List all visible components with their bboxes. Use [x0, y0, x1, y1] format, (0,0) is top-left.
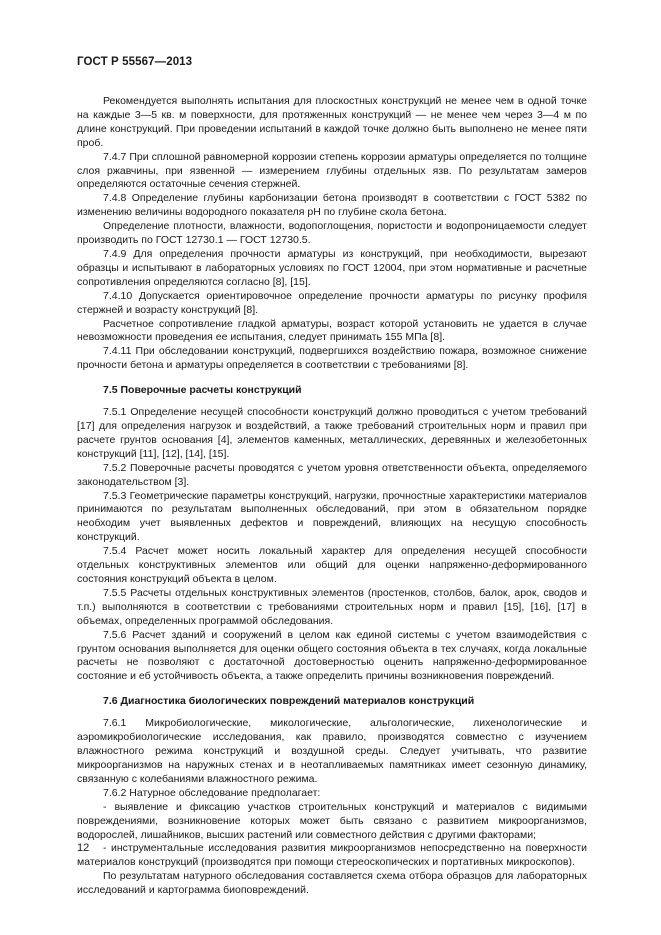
section-heading-7-6: 7.6 Диагностика биологических повреждений материалов конструкций — [103, 695, 475, 708]
paragraph: По результатам натурного обследования составляется схема отбора образцов для лабораторных исследований и картограмма биоповреждений. — [77, 870, 587, 897]
paragraph-7-4-7: 7.4.7 При сплошной равномерной коррозии степень коррозии арматуры определяется по толщине слоя ржавчины, при язвенной — измерением глубины отдельных язв. По результатам замеров определяются остаточные сечения стержней. — [77, 150, 587, 191]
document-body — [77, 95, 587, 898]
paragraph-7-4-11: 7.4.11 При обследовании конструкций, подвергшихся воздействию пожара, возможное снижение прочности бетона и арматуры определяется в соответствии с требованиями [8]. — [77, 345, 587, 372]
page-number: 12 — [77, 842, 90, 854]
section-heading-7-5: 7.5 Поверочные расчеты конструкций — [103, 384, 302, 397]
paragraph-7-6-2: 7.6.2 Натурное обследование предполагает: — [103, 786, 321, 799]
list-item: - выявление и фиксацию участков строительных конструкций и материалов с видимыми повреждениями, возникновение которых может быть связано с развитием микроорганизмов, водорослей, лишайников, высших растений или совместного действия с другими факторами; — [77, 800, 587, 841]
paragraph-7-5-4: 7.5.4 Расчет может носить локальный характер для определения несущей способности отдельных конструктивных элементов или общий для оценки напряженно-деформированного состояния конструкций объекта в целом. — [77, 545, 587, 585]
paragraph-7-6-1: 7.6.1 Микробиологические, микологические, альгологические, лихенологические и аэромикробиологические исследования, как правило, производятся совместно с изучением влажностного режима конструкций и воздушной среды. Следует учитывать, что развитие микроорганизмов на наружных стенах и в неотапливаемых памятниках имеет сезонную динамику, связанную с колебаниями влажностного режима. — [77, 717, 587, 785]
paragraph-7-5-1: 7.5.1 Определение несущей способности конструкций должно проводиться с учетом требований [17] для определения нагрузок и воздействий, а также требований строительных норм и правил при расчете грунтов основания [4], элементов каменных, металлических, деревянных и железобетонных конструкций [11], [12], [14], [15]. — [77, 406, 587, 460]
paragraph-7-4-10: 7.4.10 Допускается ориентировочное определение прочности арматуры по рисунку профиля стержней и возрасту конструкций [8]. — [77, 289, 587, 316]
paragraph: Рекомендуется выполнять испытания для плоскостных конструкций не менее чем в одной точке на каждые 3—5 кв. м поверхности, для протяженных конструкций — не менее чем через 3—4 м по длине конструкций. При проведении испытаний в каждой точке должно быть выполнено не менее пяти проб. — [77, 95, 587, 149]
paragraph: Определение плотности, влажности, водопоглощения, пористости и водопроницаемости следует производить по ГОСТ 12730.1 — ГОСТ 12730.5. — [77, 220, 587, 247]
paragraph-7-4-8: 7.4.8 Определение глубины карбонизации бетона производят в соответствии с ГОСТ 5382 по изменению величины водородного показателя pH по глубине скола бетона. — [77, 192, 587, 219]
list-item: - инструментальные исследования развития микроорганизмов непосредственно на поверхности материалов конструкций (производятся при помощи стереоскопических и портативных микроскопов). — [77, 842, 587, 869]
paragraph-7-5-3: 7.5.3 Геометрические параметры конструкций, нагрузки, прочностные характеристики материалов принимаются по результатам выполненных обследований, при этом в обязательном порядке необходим учет выявленных дефектов и повреждений, влияющих на несущую способность конструкций. — [77, 489, 587, 544]
paragraph: Расчетное сопротивление гладкой арматуры, возраст которой установить не удается в случае невозможности проведения ее испытания, следует принимать 155 МПа [8]. — [77, 317, 587, 344]
paragraph-7-5-5: 7.5.5 Расчеты отдельных конструктивных элементов (простенков, столбов, балок, арок, сводов и т.п.) выполняются в соответствии с требованиями строительных норм и правил [15], [16], [17] в объемах, определенных программой обследования. — [77, 586, 587, 627]
paragraph-7-5-2: 7.5.2 Поверочные расчеты проводятся с учетом уровня ответственности объекта, определяемого законодательством [3]. — [77, 461, 587, 488]
standard-header: ГОСТ Р 55567—2013 — [77, 56, 193, 68]
paragraph-7-5-6: 7.5.6 Расчет зданий и сооружений в целом как единой системы с учетом взаимодействия с грунтом основания выполняется для оценки общего состояния объекта в тех случаях, когда локальные расчеты не позволяют с достаточной достоверностью оценить напряженно-деформированное состояние и еб устойчивость объекта, а также определить причины возникновения повреждений. — [77, 628, 587, 683]
paragraph-7-4-9: 7.4.9 Для определения прочности арматуры из конструкций, при необходимости, вырезают образцы и испытывают в лабораторных условиях по ГОСТ 12004, при этом нормативные и расчетные сопротивления определяются согласно [8], [15]. — [77, 247, 587, 288]
